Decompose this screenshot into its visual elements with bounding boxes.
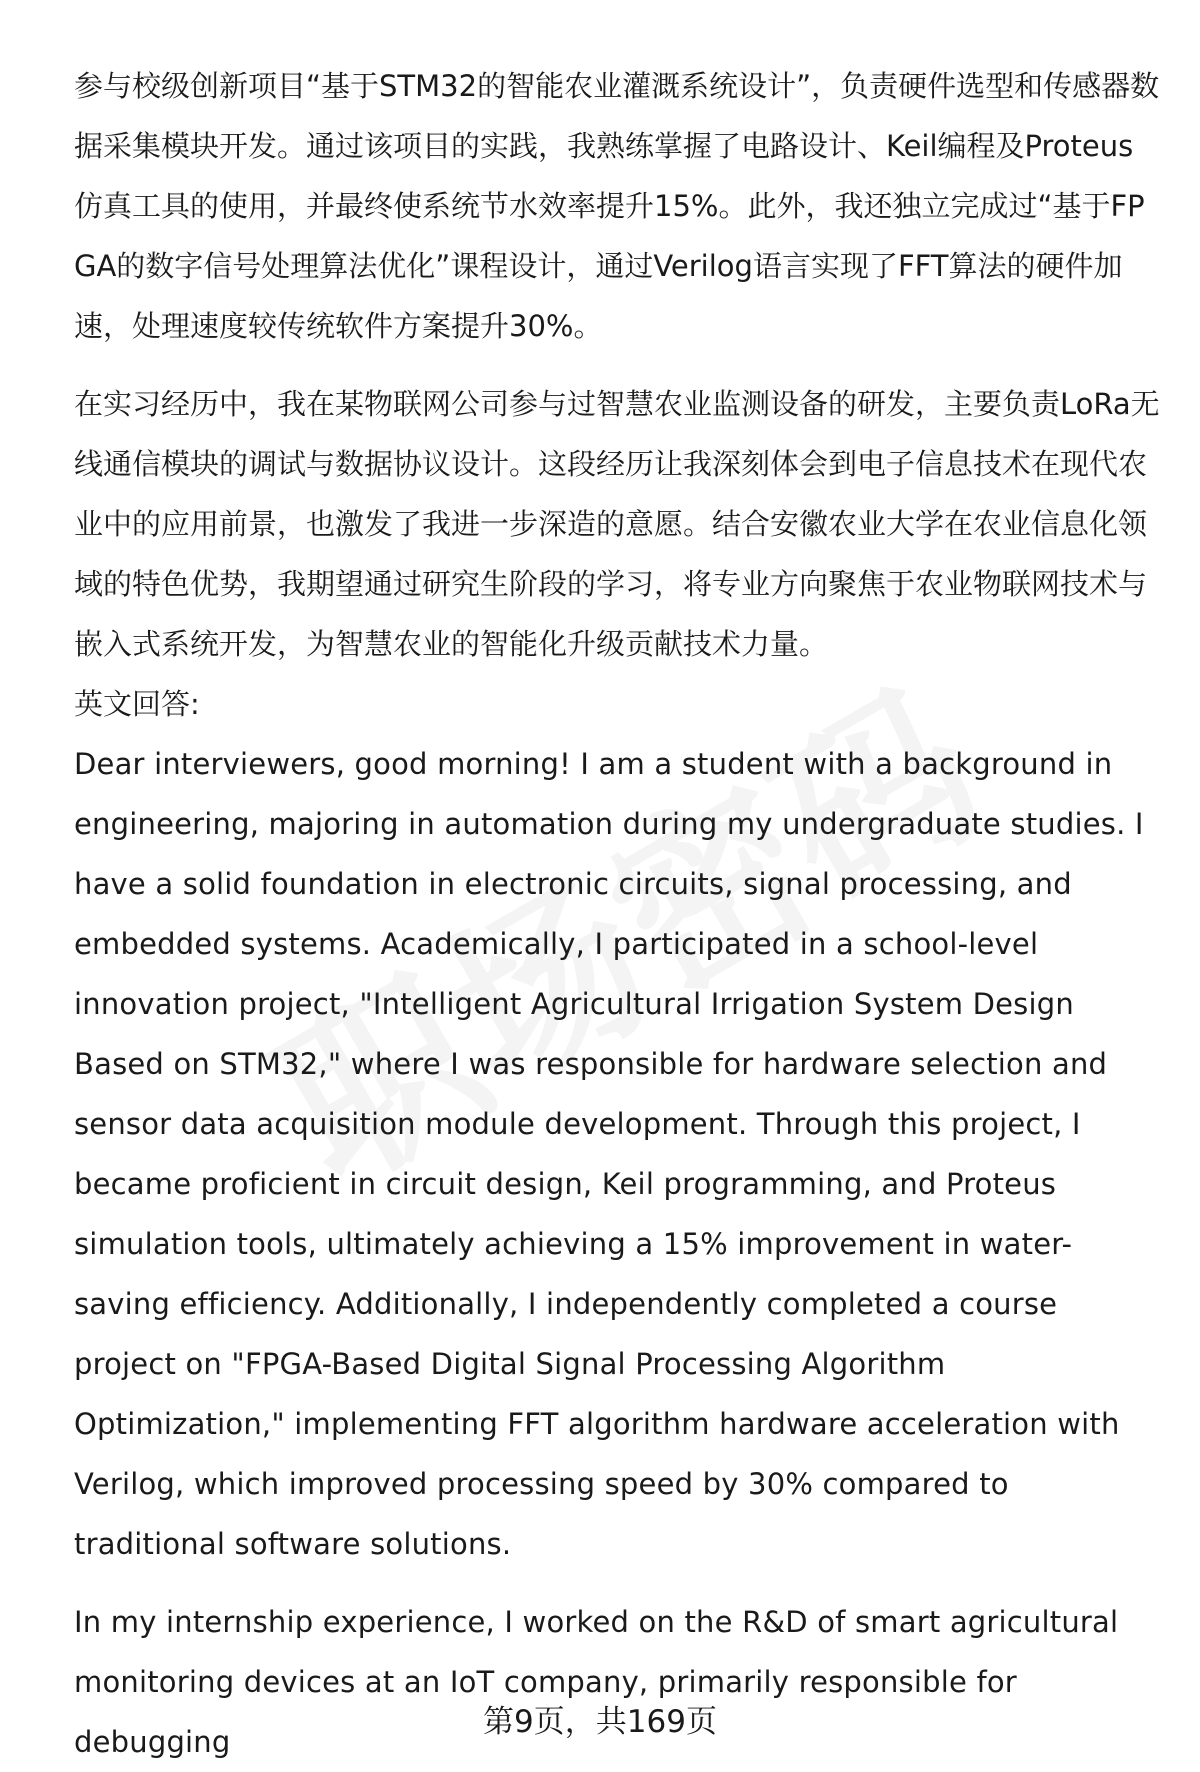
- english-answer-heading: 英文回答:: [74, 687, 200, 721]
- page-number-footer: 第9页，共169页: [483, 1704, 717, 1740]
- paragraph-intro-en: Dear interviewers, good morning! I am a student with a background in engineering, majoring in automation during my undergraduate studies. I have a solid foundation in electronic circuits, signal processing, and embedded systems. Academically, I participated in a school-level innovation project, "Intelligent Agricultural Irrigation System Design Based on STM32," where I was responsible for hardware selection and sensor data acquisition module development. Through this project, I became proficient in circuit design, Keil programming, and Proteus simulation tools, ultimately achieving a 15% improvement in water-saving efficiency. Additionally, I independently completed a course project on "FPGA-Based Digital Signal Processing Algorithm Optimization," implementing FFT algorithm hardware acceleration with Verilog, which improved processing speed by 30% compared to traditional software solutions.: [74, 747, 1144, 1561]
- paragraph-internship-en: In my internship experience, I worked on the R&D of smart agricultural monitoring devices at an IoT company, primarily responsible for debugging: [74, 1605, 1119, 1759]
- paragraph-project-zh: 参与校级创新项目“基于STM32的智能农业灌溉系统设计”，负责硬件选型和传感器数据采集模块开发。通过该项目的实践，我熟练掌握了电路设计、Keil编程及Proteus仿真工具的使用，并最终使系统节水效率提升15%。此外，我还独立完成过“基于FPGA的数字信号处理算法优化”课程设计，通过Verilog语言实现了FFT算法的硬件加速，处理速度较传统软件方案提升30%。: [74, 69, 1160, 343]
- document-body: [74, 56, 1160, 1772]
- paragraph-internship-zh: 在实习经历中，我在某物联网公司参与过智慧农业监测设备的研发，主要负责LoRa无线通信模块的调试与数据协议设计。这段经历让我深刻体会到电子信息技术在现代农业中的应用前景，也激发了我进一步深造的意愿。结合安徽农业大学在农业信息化领域的特色优势，我期望通过研究生阶段的学习，将专业方向聚焦于农业物联网技术与嵌入式系统开发，为智慧农业的智能化升级贡献技术力量。: [74, 387, 1160, 661]
